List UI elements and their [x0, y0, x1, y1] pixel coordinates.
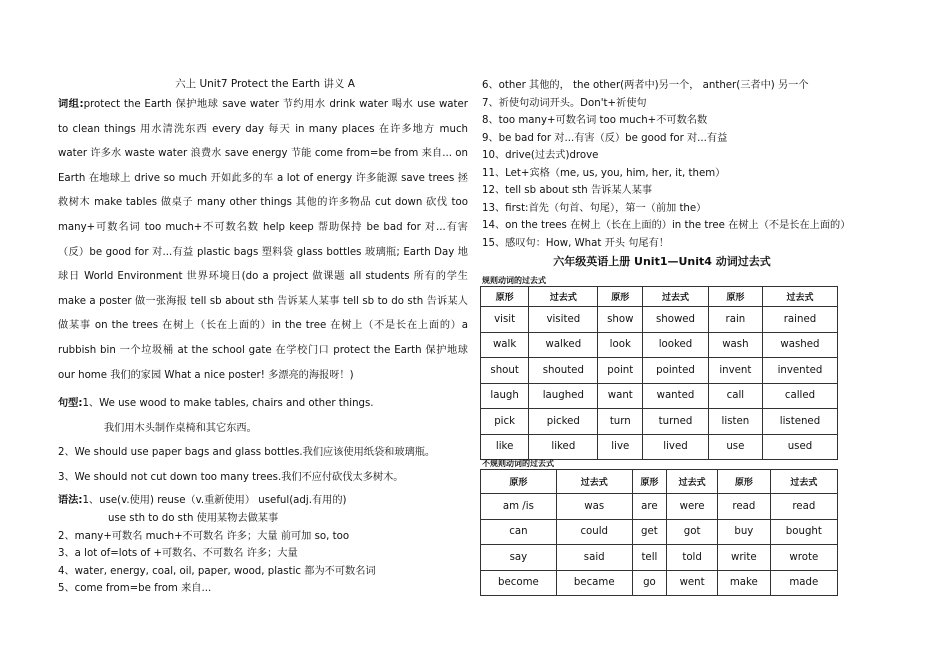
grammar-3: 3、a lot of=lots of +可数名、不可数名 许多；大量: [58, 548, 298, 559]
section-title: 六年级英语上册 Unit1—Unit4 动词过去式: [553, 255, 771, 268]
sentence-1-cn: 我们用木头制作桌椅和其它东西。: [104, 423, 257, 434]
note-9: 9、be bad for 对...有害（反）be good for 对...有益: [482, 133, 728, 144]
table-cell: shouted: [529, 358, 598, 384]
table-cell: like: [481, 434, 529, 460]
irregular-label: 不规则动词的过去式: [482, 459, 554, 468]
table-cell: wanted: [643, 383, 709, 409]
table-cell: can: [481, 519, 557, 545]
sentence-2: 2、We should use paper bags and glass bottles.我们应该使用纸袋和玻璃瓶。: [58, 447, 436, 458]
header-cell: 原形: [718, 470, 771, 494]
table-cell: bought: [770, 519, 837, 545]
grammar-1: 语法:1、use(v.使用) reuse（v.重新使用） useful(adj.有用的): [58, 495, 347, 506]
table-cell: show: [598, 307, 643, 333]
table-cell: use: [708, 434, 762, 460]
note-13: 13、first:首先（句首、句尾），第一（前加 the）: [482, 203, 707, 214]
table-cell: live: [598, 434, 643, 460]
regular-label: 规则动词的过去式: [482, 276, 546, 285]
table-cell: listened: [762, 409, 837, 435]
table-cell: said: [556, 545, 632, 571]
table-row: [481, 434, 838, 460]
table-cell: became: [556, 570, 632, 596]
table-cell: get: [632, 519, 667, 545]
table-cell: visited: [529, 307, 598, 333]
header-cell: 原形: [481, 470, 557, 494]
table-cell: made: [770, 570, 837, 596]
handout-title: 六上 Unit7 Protect the Earth 讲义 A: [175, 78, 355, 90]
header-cell: 原形: [708, 287, 762, 307]
table-cell: rained: [762, 307, 837, 333]
table-cell: become: [481, 570, 557, 596]
table-cell: listen: [708, 409, 762, 435]
table-cell: was: [556, 494, 632, 520]
table-cell: told: [667, 545, 718, 571]
grammar-4: 4、water, energy, coal, oil, paper, wood, plastic 都为不可数名词: [58, 566, 376, 577]
table-cell: washed: [762, 332, 837, 358]
table-row: [481, 332, 838, 358]
table-cell: went: [667, 570, 718, 596]
grammar-2: 2、many+可数名 much+不可数名 许多；大量 前可加 so, too: [58, 531, 350, 542]
table-cell: liked: [529, 434, 598, 460]
table-cell: go: [632, 570, 667, 596]
table-header-row: [481, 287, 838, 307]
grammar-5: 5、come from=be from 来自...: [58, 583, 212, 594]
table-cell: am /is: [481, 494, 557, 520]
table-cell: read: [770, 494, 837, 520]
vocab-label: 词组:: [58, 99, 84, 110]
note-11: 11、Let+宾格（me, us, you, him, her, it, them）: [482, 168, 726, 179]
table-cell: make: [718, 570, 771, 596]
table-row: [481, 545, 838, 571]
table-cell: walked: [529, 332, 598, 358]
table-row: [481, 570, 838, 596]
table-cell: want: [598, 383, 643, 409]
header-cell: 过去式: [529, 287, 598, 307]
table-cell: could: [556, 519, 632, 545]
table-row: [481, 307, 838, 333]
table-cell: buy: [718, 519, 771, 545]
table-cell: wash: [708, 332, 762, 358]
table-cell: picked: [529, 409, 598, 435]
table-cell: were: [667, 494, 718, 520]
table-cell: lived: [643, 434, 709, 460]
grammar-1b: use sth to do sth 使用某物去做某事: [108, 513, 279, 524]
note-15: 15、感叹句：How, What 开头 句尾有！: [482, 238, 669, 249]
table-cell: used: [762, 434, 837, 460]
note-12: 12、tell sb about sth 告诉某人某事: [482, 185, 653, 196]
sentence-label: 句型:: [58, 398, 83, 409]
table-cell: got: [667, 519, 718, 545]
table-cell: laughed: [529, 383, 598, 409]
table-row: [481, 409, 838, 435]
table-cell: read: [718, 494, 771, 520]
header-cell: 过去式: [770, 470, 837, 494]
table-cell: laugh: [481, 383, 529, 409]
sentence-1: 句型:1、We use wood to make tables, chairs and other things.: [58, 398, 374, 409]
table-row: [481, 383, 838, 409]
table-cell: rain: [708, 307, 762, 333]
header-cell: 原形: [598, 287, 643, 307]
header-cell: 原形: [481, 287, 529, 307]
table-cell: called: [762, 383, 837, 409]
note-7: 7、祈使句动词开头。Don't+祈使句: [482, 98, 647, 109]
table-cell: invent: [708, 358, 762, 384]
table-cell: looked: [643, 332, 709, 358]
note-14: 14、on the trees 在树上（长在上面的）in the tree 在树上（不是长在上面的）: [482, 220, 851, 231]
table-cell: call: [708, 383, 762, 409]
grammar-label: 语法:: [58, 495, 83, 506]
header-cell: 过去式: [667, 470, 718, 494]
table-cell: pick: [481, 409, 529, 435]
table-cell: turn: [598, 409, 643, 435]
header-cell: 过去式: [643, 287, 709, 307]
note-8: 8、too many+可数名词 too much+不可数名数: [482, 115, 708, 126]
header-cell: 过去式: [762, 287, 837, 307]
table-row: [481, 358, 838, 384]
table-cell: walk: [481, 332, 529, 358]
table-cell: wrote: [770, 545, 837, 571]
table-cell: invented: [762, 358, 837, 384]
table-cell: tell: [632, 545, 667, 571]
sentence-3: 3、We should not cut down too many trees.我们不应付砍伐太多树木。: [58, 472, 404, 483]
table-cell: say: [481, 545, 557, 571]
table-cell: write: [718, 545, 771, 571]
table-cell: pointed: [643, 358, 709, 384]
irregular-verbs-table: [480, 469, 838, 596]
table-row: [481, 519, 838, 545]
table-cell: are: [632, 494, 667, 520]
note-10: 10、drive(过去式)drove: [482, 150, 599, 161]
table-cell: visit: [481, 307, 529, 333]
table-row: [481, 494, 838, 520]
table-header-row: [481, 470, 838, 494]
table-cell: showed: [643, 307, 709, 333]
table-cell: point: [598, 358, 643, 384]
table-cell: turned: [643, 409, 709, 435]
header-cell: 原形: [632, 470, 667, 494]
table-cell: shout: [481, 358, 529, 384]
table-cell: look: [598, 332, 643, 358]
note-6: 6、other 其他的， the other(两者中)另一个， anther(三者中) 另一个: [482, 80, 809, 91]
header-cell: 过去式: [556, 470, 632, 494]
vocab-text: protect the Earth 保护地球 save water 节约用水 drink water 喝水 use water to clean things 用水清洗东西 every day 每天 in many places 在许多地方 much water 许多水 waste water 浪费水 save energy 节能 come from=be from 来自... on Earth 在地球上 drive so much 开如此多的车 a lot of energy 许多能源 save trees 拯救树木 make tables 做桌子 many other things 其他的许多物品 cut down 砍伐 too many+可数名词 too much+不可数名数 help keep 帮助保持 be bad for 对...有害（反）be good for 对...有益 plastic bags 塑料袋 glass bottles 玻璃瓶; Earth Day 地球日 World Environment 世界环境日(do a project 做课题 all students 所有的学生 make a poster 做一张海报 tell sb about sth 告诉某人某事 tell sb to do sth 告诉某人做某事 on the trees 在树上（长在上面的）in the tree 在树上（不是长在上面的）a rubbish bin 一个垃圾桶 at the school gate 在学校门口 protect the Earth 保护地球 our home 我们的家园 What a nice poster! 多漂亮的海报呀！): [58, 99, 468, 381]
vocab-paragraph: [58, 93, 468, 388]
regular-verbs-table: [480, 286, 838, 460]
